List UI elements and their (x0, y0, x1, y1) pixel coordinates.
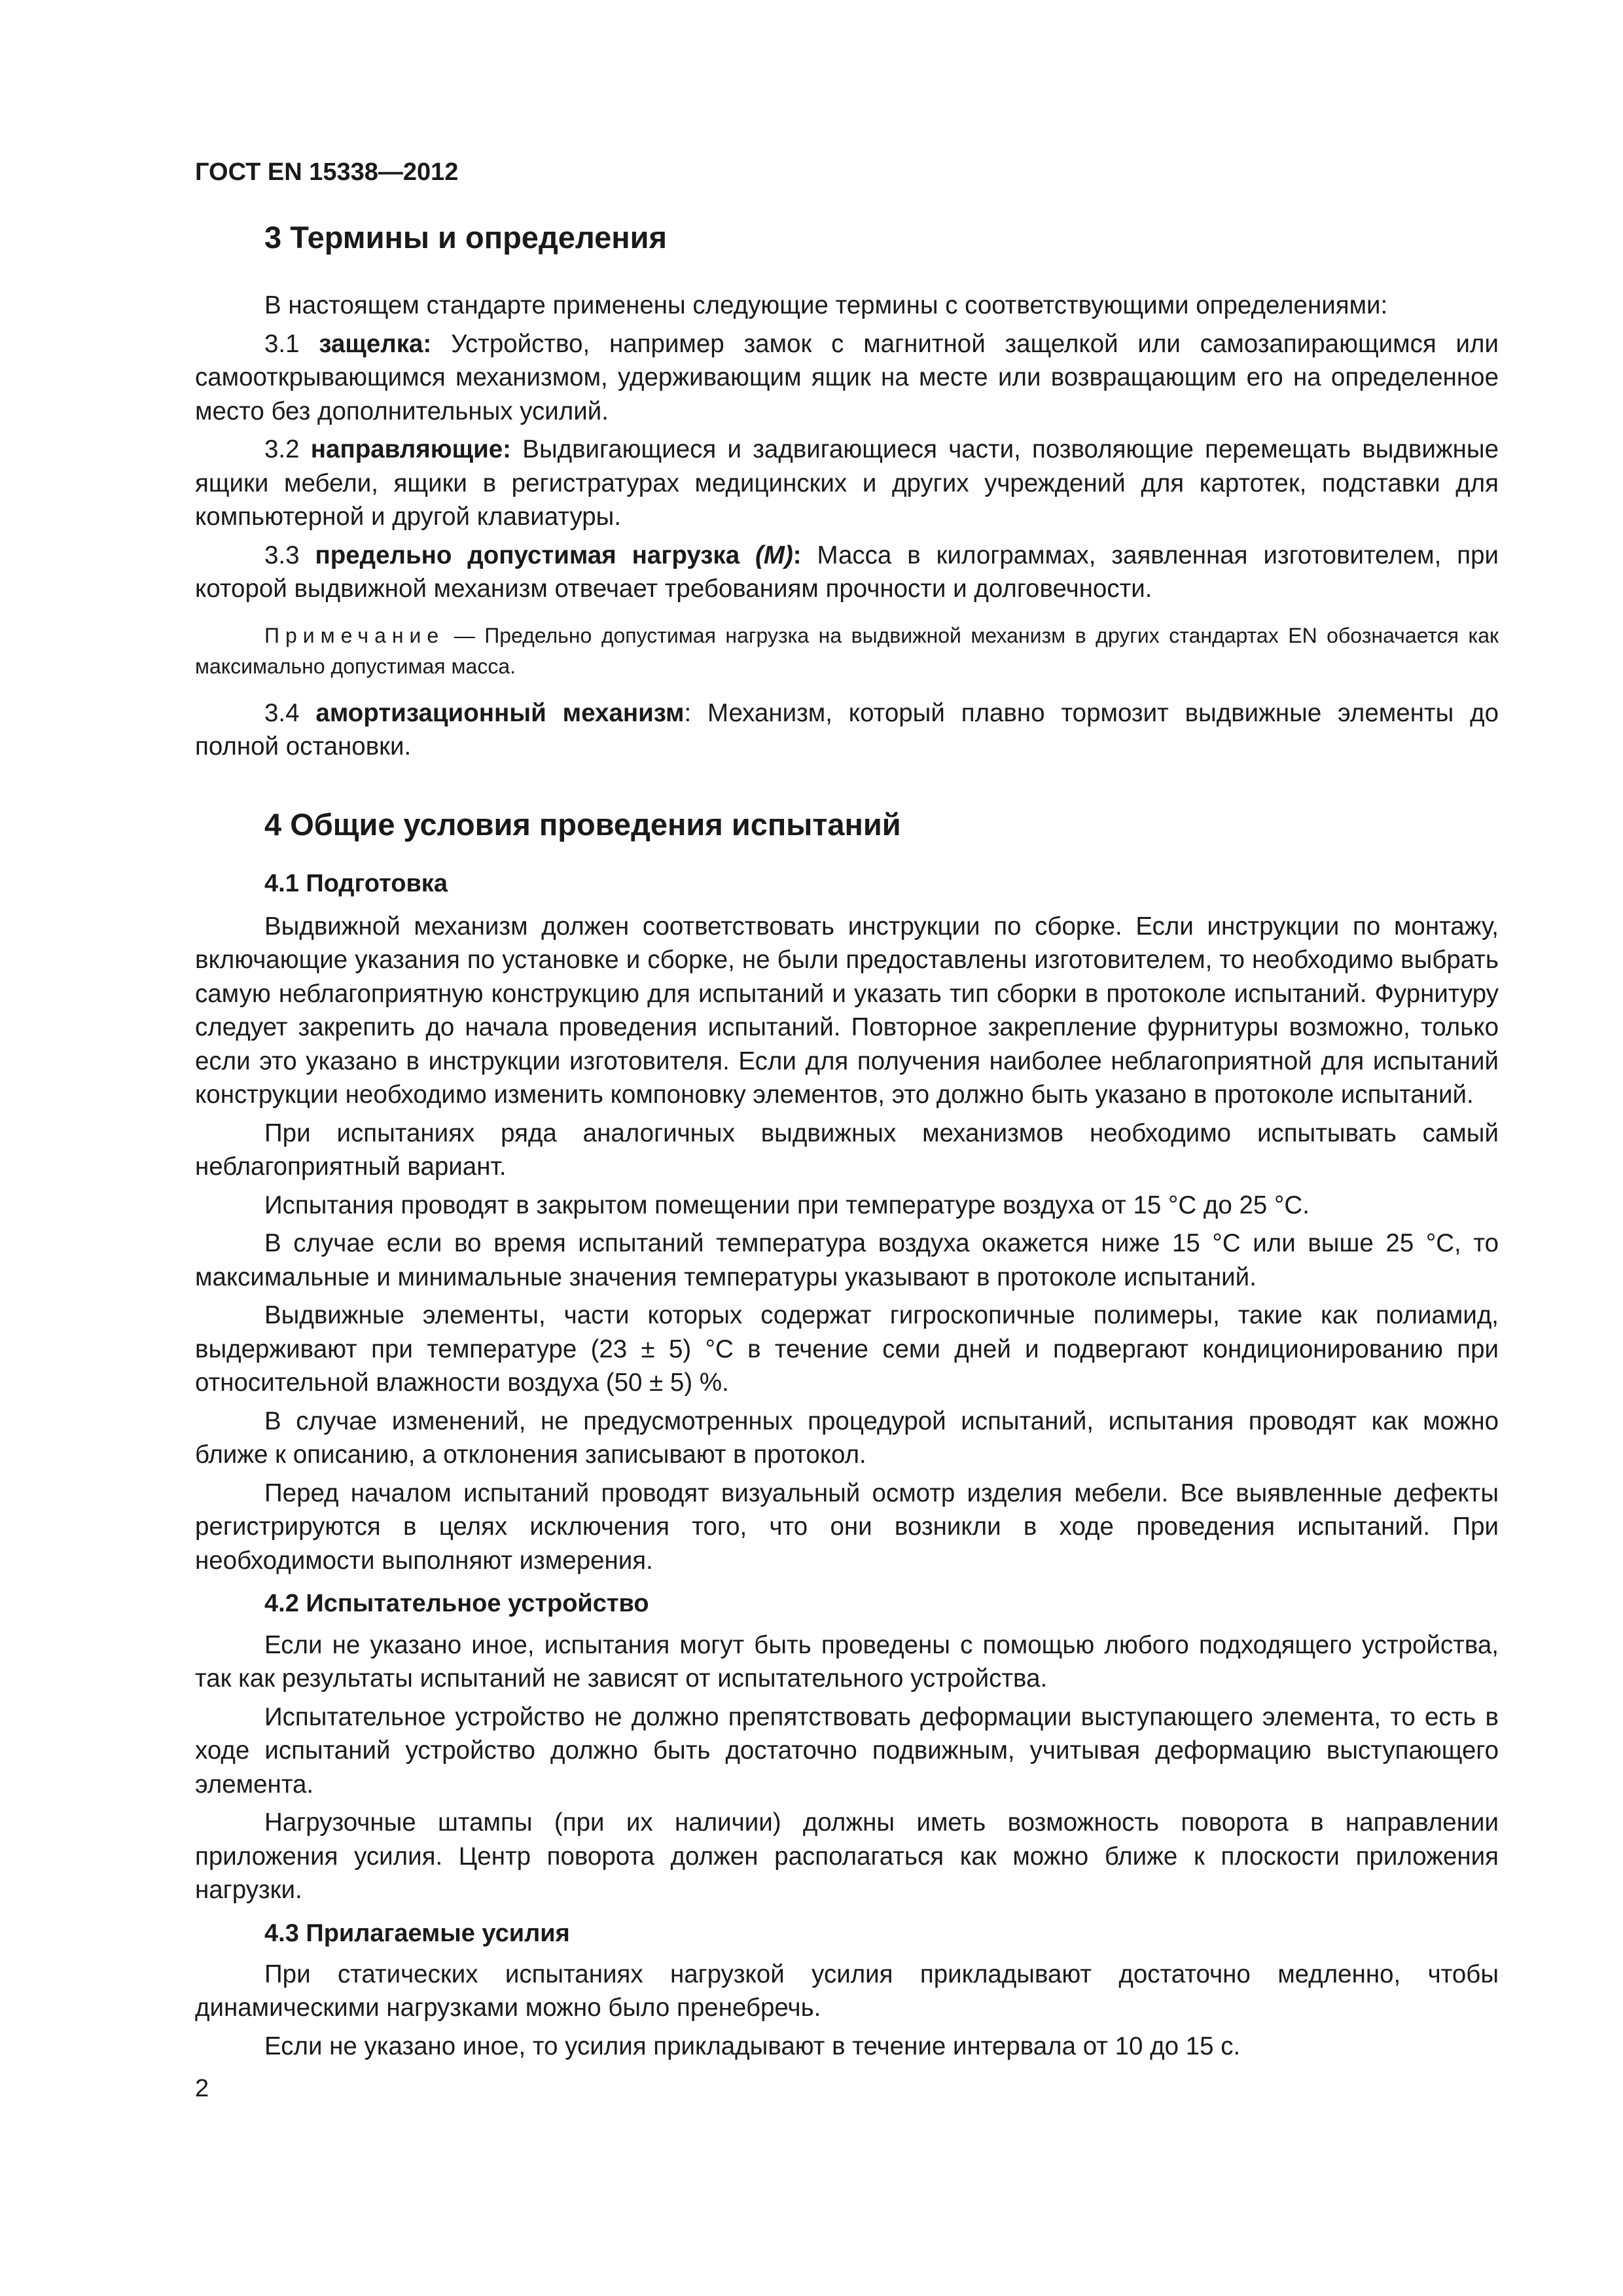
subsection-4-1-heading: 4.1 Подготовка (264, 870, 448, 898)
page-content (195, 219, 1499, 2068)
paragraph: Перед началом испытаний проводят визуальный осмотр изделия мебели. Все выявленные дефекты регистрируются в целях исключения того, что они возникли в ходе проведения испытаний. При необходимости выполняют измерения. (195, 1479, 1499, 1575)
paragraph: Испытания проводят в закрытом помещении при температуре воздуха от 15 °С до 25 °С. (264, 1191, 1310, 1219)
term-3-4 (195, 696, 1499, 764)
paragraph: Если не указано иное, испытания могут быть проведены с помощью любого подходящего устройства, так как результаты испытаний не зависят от испытательного устройства. (195, 1630, 1499, 1693)
section-3-heading: 3 Термины и определения (264, 220, 667, 255)
term-name: амортизационный механизм (315, 698, 685, 727)
paragraph: При испытаниях ряда аналогичных выдвижных механизмов необходимо испытывать самый неблагоприятный вариант. (195, 1119, 1499, 1181)
paragraph: Нагрузочные штампы (при их наличии) должны иметь возможность поворота в направлении приложения усилия. Центр поворота должен располагаться как можно ближе к плоскости приложения нагрузки. (195, 1808, 1499, 1905)
page-number: 2 (195, 2075, 209, 2102)
paragraph: В случае если во время испытаний температура воздуха окажется ниже 15 °С или выше 25 °С, то максимальные и минимальные значения температуры указывают в протоколе испытаний. (195, 1229, 1499, 1291)
subsection-4-2-heading: 4.2 Испытательное устройство (264, 1590, 649, 1618)
paragraph: Испытательное устройство не должно препятствовать деформации выступающего элемента, то есть в ходе испытаний устройство должно быть достаточно подвижным, учитывая деформацию выступающего элемента. (195, 1702, 1499, 1799)
section-3-intro: В настоящем стандарте применены следующие термины с соответствующими определениями: (264, 291, 1388, 320)
term-definition: Устройство, например замок с магнитной защелкой или самозапирающимся или самооткрывающимся механизмом, удерживающим ящик на месте или возвращающим его на определенное место без дополнительных усилий. (195, 329, 1499, 425)
paragraph: Выдвижной механизм должен соответствовать инструкции по сборке. Если инструкции по монтажу, включающие указания по установке и сборке, не были предоставлены изготовителем, то необходимо выбрать самую неблагоприятную конструкцию для испытаний и указать тип сборки в протоколе испытаний. Фурнитуру следует закрепить до начала проведения испытаний. Повторное закрепление фурнитуры возможно, только если это указано в инструкции изготовителя. Если для получения наиболее неблагоприятной для испытаний конструкции необходимо изменить компоновку элементов, это должно быть указано в протоколе испытаний. (195, 912, 1499, 1109)
term-name: направляющие: (310, 435, 511, 464)
section-4-heading: 4 Общие условия проведения испытаний (264, 806, 901, 842)
term-number: 3.2 (264, 435, 311, 464)
term-name: защелка: (319, 329, 432, 358)
note-3-3 (195, 620, 1499, 682)
term-definition: Масса в килограммах, заявленная изготовителем, при которой выдвижной механизм отвечает требованиям прочности и долговечности. (195, 541, 1499, 603)
term-symbol: (М) (755, 541, 793, 569)
term-3-3 (195, 539, 1499, 606)
document-header: ГОСТ EN 15338—2012 (195, 158, 459, 186)
subsection-4-3-heading: 4.3 Прилагаемые усилия (264, 1919, 570, 1947)
term-name: предельно допустимая нагрузка (315, 541, 756, 569)
term-definition: : Механизм, который плавно тормозит выдвижные элементы до полной остановки. (195, 698, 1499, 761)
term-number: 3.3 (264, 541, 315, 569)
term-3-1 (195, 327, 1499, 429)
term-number: 3.1 (264, 329, 319, 358)
term-definition: Выдвигающиеся и задвигающиеся части, позволяющие перемещать выдвижные ящики мебели, ящики в регистратурах медицинских и других учреждений для картотек, подставки для компьютерной и другой клавиатуры. (195, 435, 1499, 531)
term-3-2 (195, 433, 1499, 534)
paragraph: Выдвижные элементы, части которых содержат гигроскопичные полимеры, такие как полиамид, выдерживают при температуре (23 ± 5) °С в течение семи дней и подвергают кондиционированию при относительной влажности воздуха (50 ± 5) %. (195, 1301, 1499, 1397)
paragraph: При статических испытаниях нагрузкой усилия прикладывают достаточно медленно, чтобы динамическими нагрузками можно было пренебречь. (195, 1960, 1499, 2022)
term-number: 3.4 (264, 698, 316, 727)
paragraph: Если не указано иное, то усилия прикладывают в течение интервала от 10 до 15 с. (264, 2032, 1241, 2060)
term-colon: : (793, 541, 802, 569)
note-text: — Предельно допустимая нагрузка на выдвижной механизм в других стандартах EN обозначается как максимально допустимая масса. (195, 623, 1499, 678)
note-label: Примечание (264, 623, 445, 647)
paragraph: В случае изменений, не предусмотренных процедурой испытаний, испытания проводят как можно ближе к описанию, а отклонения записывают в протокол. (195, 1407, 1499, 1469)
